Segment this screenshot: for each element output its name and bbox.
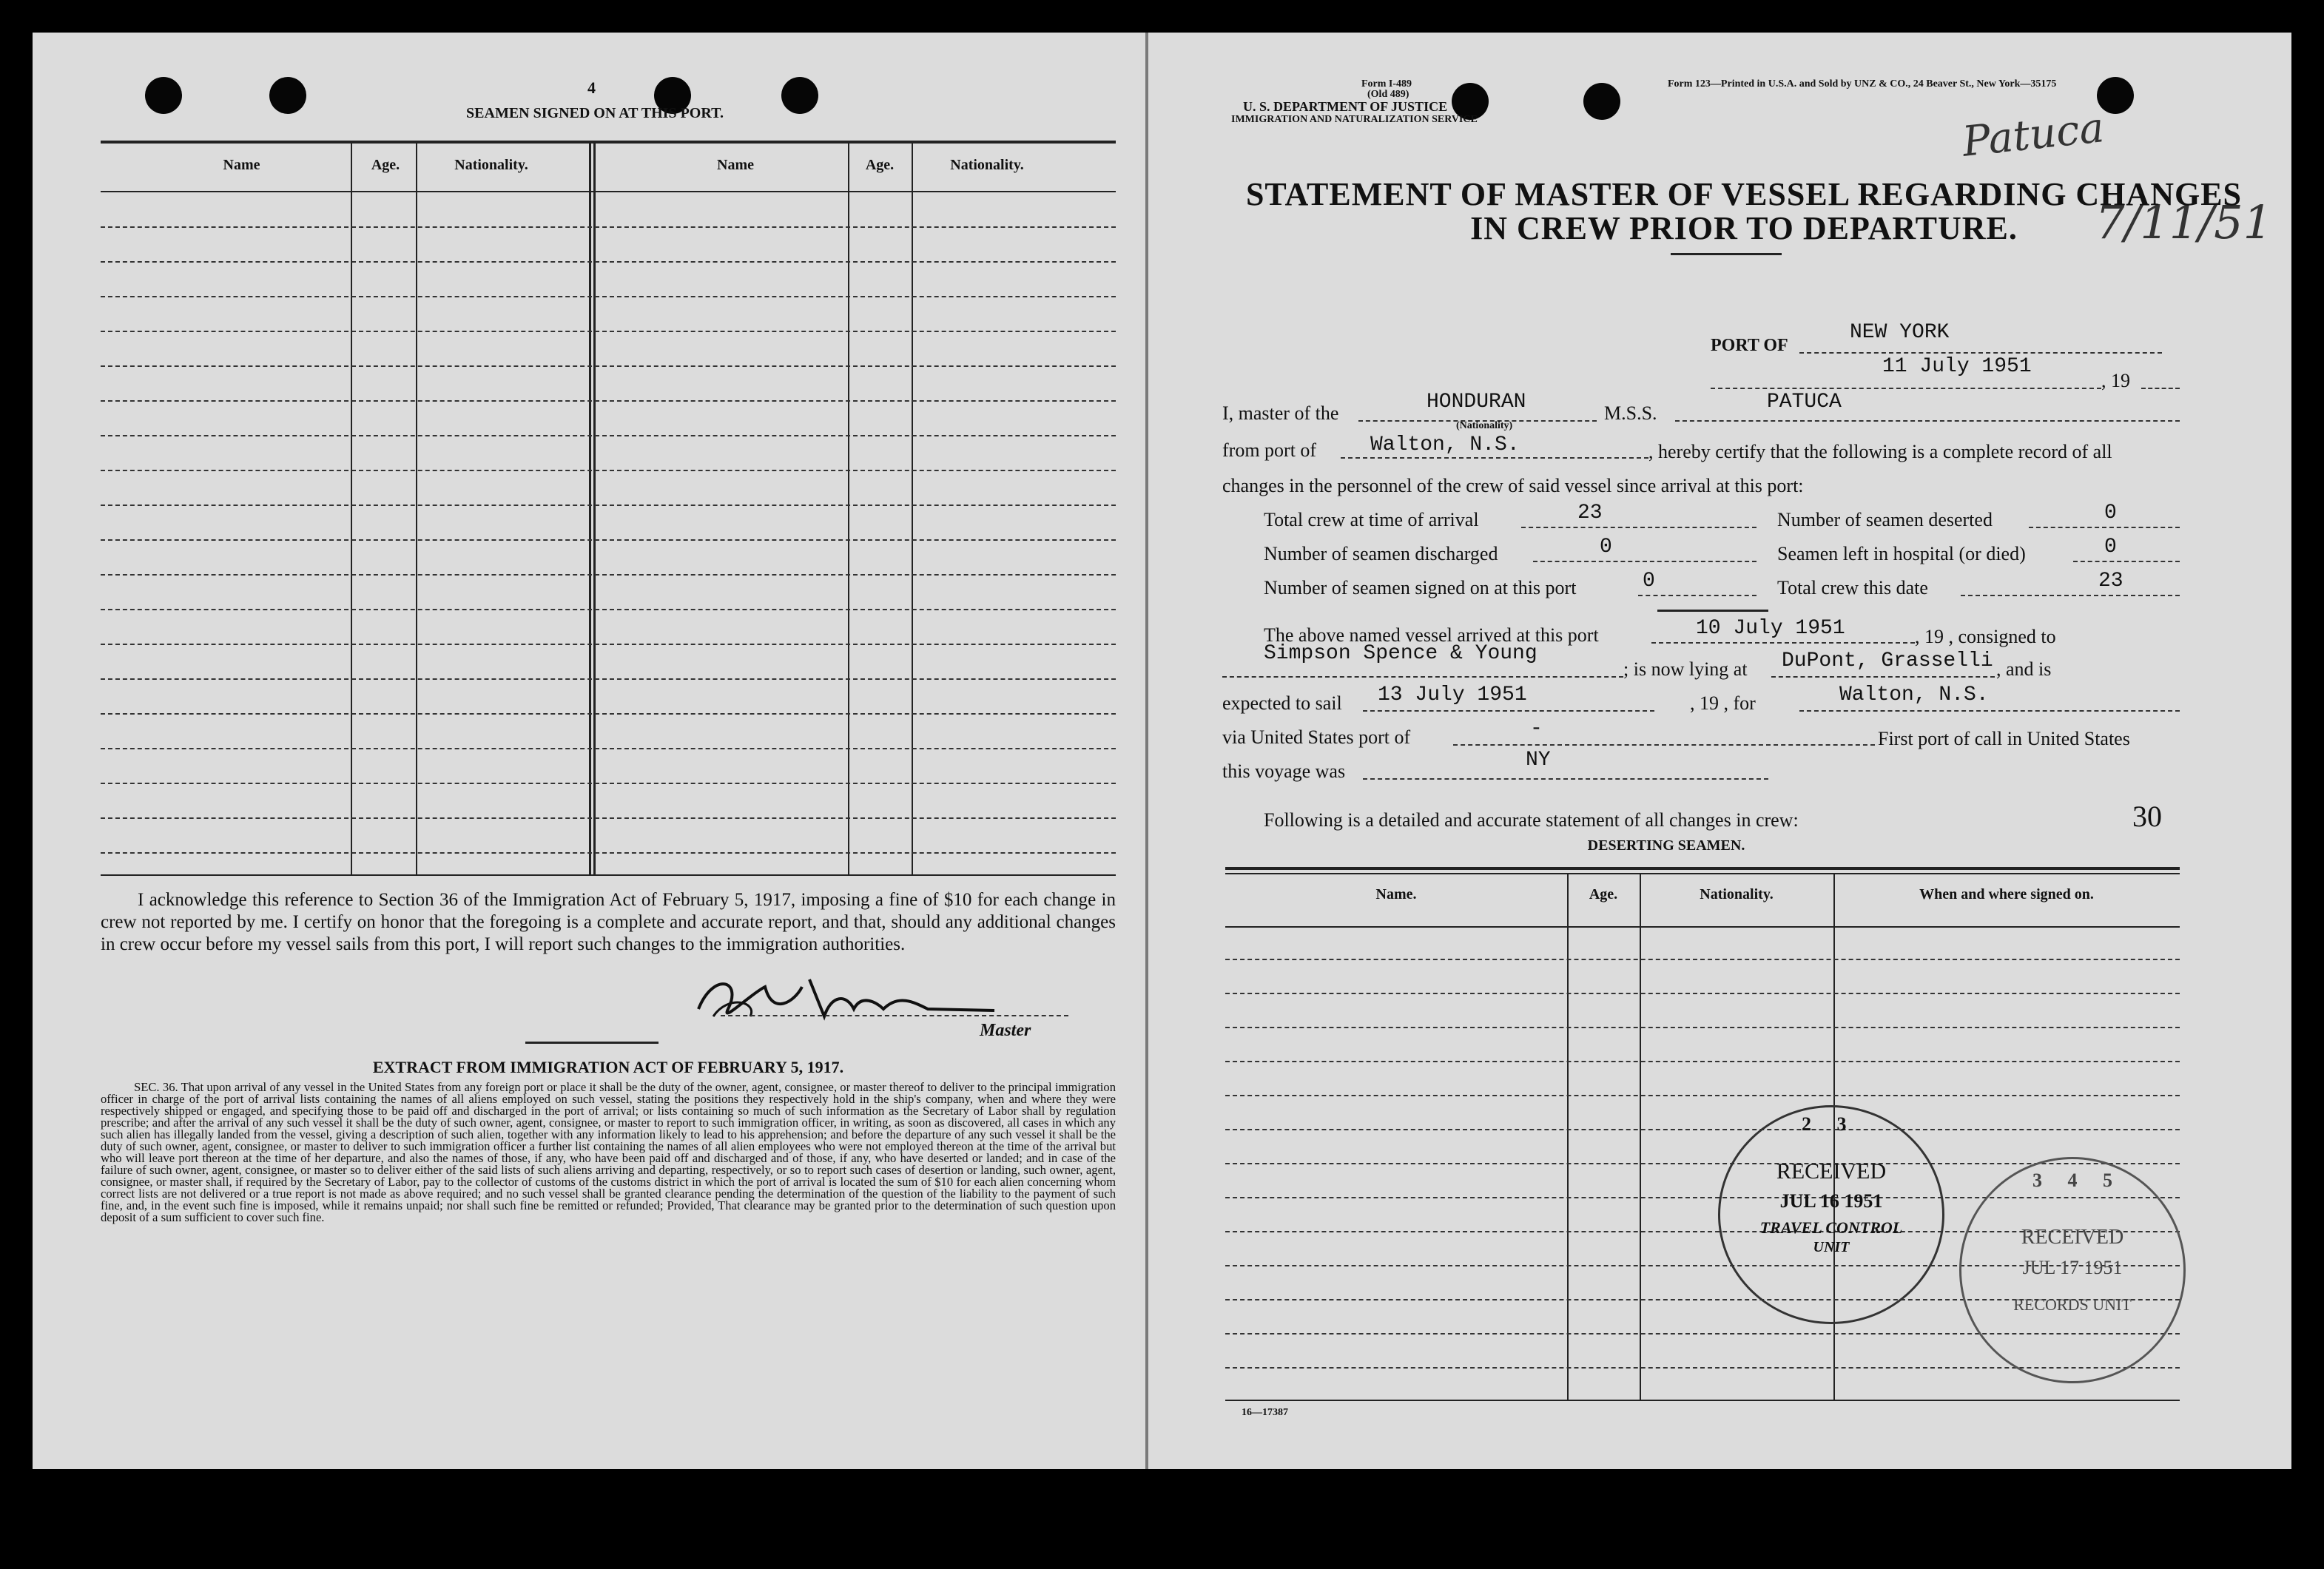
received-stamp-records <box>1959 1157 2186 1383</box>
form-old-number: (Old 489) <box>1367 89 1409 100</box>
column-divider <box>912 144 913 874</box>
port-value: NEW YORK <box>1850 321 1950 344</box>
right-page <box>1148 33 2291 1469</box>
column-divider <box>593 144 596 874</box>
port-line <box>1799 352 2162 354</box>
signed-on-value: 0 <box>1643 570 1655 593</box>
table-row <box>101 261 1116 263</box>
column-divider <box>848 144 849 874</box>
for-value: Walton, N.S. <box>1839 684 1989 706</box>
arrived-line <box>1651 642 1915 644</box>
and-is-text: , and is <box>1996 658 2052 680</box>
nationality-caption: (Nationality) <box>1456 420 1513 431</box>
deserted-value: 0 <box>2104 502 2117 524</box>
table-row <box>101 435 1116 436</box>
table-row <box>101 296 1116 297</box>
extract-title: EXTRACT FROM IMMIGRATION ACT OF FEBRUARY 5, 1917. <box>372 1058 844 1076</box>
voyage-label: this voyage was <box>1222 760 1346 782</box>
lying-line <box>1771 676 1995 678</box>
signature-line <box>721 1015 1068 1016</box>
consignee-value: Simpson Spence & Young <box>1264 642 1537 665</box>
acknowledgement-text: I acknowledge this reference to Section 36 of the Immigration Act of February 5, 1917, imposing a fine of $10 for each change in crew not reported by me. I certify on honor that the foregoing is a complete and accurate report, and that, should any additional changes in crew occur before my vessel sails from this port, I will report such changes to the immigration authorities. <box>101 890 1116 954</box>
date-value: 11 July 1951 <box>1882 355 2032 378</box>
deserting-top-rule <box>1225 867 2180 870</box>
deserting-header-rule <box>1225 926 2180 928</box>
table-row <box>101 713 1116 715</box>
table-header-rule <box>101 191 1116 192</box>
table-row <box>1225 1129 2180 1130</box>
page-handwritten-number: 30 <box>2132 800 2162 833</box>
expected-line <box>1363 710 1654 712</box>
punch-hole <box>145 77 182 114</box>
page-number: 4 <box>587 78 596 97</box>
handwritten-vessel: Patuca <box>1960 104 2106 166</box>
stamp-records-unit: RECORDS UNIT <box>2013 1295 2132 1314</box>
lying-label: ; is now lying at <box>1623 658 1748 680</box>
lying-value: DuPont, Grasselli <box>1782 649 1993 672</box>
table-row <box>101 678 1116 680</box>
table-row <box>101 365 1116 367</box>
table-row <box>101 817 1116 819</box>
section-title: SEAMEN SIGNED ON AT THIS PORT. <box>466 105 724 121</box>
form-number: Form I-489 <box>1361 78 1412 90</box>
header-age-2: Age. <box>865 157 895 173</box>
received-stamp-travel-control <box>1718 1105 1944 1324</box>
table-row <box>1225 959 2180 960</box>
table-row <box>1225 993 2180 994</box>
extract-text: SEC. 36. That upon arrival of any vessel in the United States from any foreign port or place it shall be the duty of the owner, agent, consignee, or master thereof to deliver to the principal immigration officer in charge of the port of arrival lists containing the names of all aliens employed on such vessel, stating the positions they respectively hold in the ship's company, when and where they were respectively shipped or engaged, and specifying those to be paid off and discharged in the port of arrival; or lists containing so much of such information as the Secretary of Labor shall by regulation prescribe; and after the arrival of any such vessel it shall be the duty of such owner, agent, consignee, or master to report to such immigration officer, in writing, as soon as discovered, all cases in which any such alien has illegally landed from the vessel, giving a description of such alien, together with any information likely to lead to his apprehension; and before the departure of any such vessel it shall be the duty of such owner, agent, consignee, or master to deliver to such immigration officer a further list containing the names of all alien employees who were not employed thereon at the time of the arrival but who will leave port thereon at the time of her departure, and also the names of those, if any, who have been paid off and discharged and of those, if any, who have deserted or landed; and in case of the failure of such owner, agent, consignee, or master so to deliver either of the said lists of such aliens arriving and departing, respectively, or so to report such cases of desertion or landing, such owner, agent, consignee, or master shall, if required by the Secretary of Labor, pay to the collector of customs of the customs district in which the port of arrival is located the sum of $10 for each alien concerning whom correct lists are not delivered or a true report is not made as above required; and no such vessel shall be granted clearance pending the determination of the question of the liability to the payment of such fine, and, in the event such fine is imposed, while it remains unpaid; nor shall such fine be remitted or refunded; Provided, That clearance may be granted prior to the determination of such question upon deposit of a sum sufficient to cover such fine. <box>101 1080 1116 1224</box>
master-label: Master <box>980 1021 1031 1040</box>
arrived-label: The above named vessel arrived at this port <box>1264 624 1599 646</box>
table-row <box>1225 1061 2180 1062</box>
total-crew-date-line <box>1961 595 2180 596</box>
table-row <box>101 748 1116 749</box>
year-line <box>2141 388 2180 389</box>
table-row <box>101 644 1116 645</box>
table-row <box>1225 1095 2180 1096</box>
consigned-label: , 19 , consigned to <box>1915 626 2056 647</box>
column-divider <box>1640 874 1641 1400</box>
stamp-date: JUL 16 1951 <box>1779 1190 1883 1212</box>
date-line <box>1711 388 2101 389</box>
via-label: via United States port of <box>1222 726 1411 748</box>
header-name-2: Name <box>717 157 754 173</box>
form-title-line1: STATEMENT OF MASTER OF VESSEL REGARDING CHANGES <box>1245 176 2243 212</box>
punch-hole <box>269 77 306 114</box>
stamp-top-numbers: 2 3 <box>1802 1113 1857 1135</box>
certify-text: , hereby certify that the following is a complete record of all <box>1648 441 2112 462</box>
vessel-name: PATUCA <box>1767 391 1842 414</box>
for-label: , 19 , for <box>1690 692 1756 714</box>
deserted-line <box>2029 527 2180 528</box>
total-crew-arrival-line <box>1521 527 1757 528</box>
column-divider <box>351 144 352 874</box>
from-port-value: Walton, N.S. <box>1370 433 1520 456</box>
left-page <box>33 33 1147 1469</box>
table-row <box>101 539 1116 541</box>
expected-value: 13 July 1951 <box>1378 684 1527 706</box>
stamp-received: RECEIVED <box>2021 1226 2124 1249</box>
table-row <box>101 470 1116 471</box>
hospital-value: 0 <box>2104 536 2117 559</box>
deserting-top-rule-2 <box>1225 873 2180 874</box>
via-line <box>1453 744 1875 746</box>
table-row <box>1225 1027 2180 1028</box>
table-row <box>101 331 1116 332</box>
nationality-value: HONDURAN <box>1427 391 1526 414</box>
table-row <box>101 226 1116 228</box>
punch-hole <box>1583 83 1620 120</box>
stamp-unit: UNIT <box>1813 1239 1850 1255</box>
table-row <box>101 852 1116 854</box>
header-nationality: Nationality. <box>454 157 528 173</box>
deserting-header-signed-on: When and where signed on. <box>1919 886 2094 902</box>
discharged-value: 0 <box>1600 536 1612 559</box>
port-label: PORT OF <box>1711 336 1788 355</box>
total-crew-date-label: Total crew this date <box>1777 577 1928 598</box>
changes-text: changes in the personnel of the crew of said vessel since arrival at this port: <box>1222 475 1804 496</box>
discharged-label: Number of seamen discharged <box>1264 543 1498 564</box>
hospital-label: Seamen left in hospital (or died) <box>1777 543 2026 564</box>
master-of-label: I, master of the <box>1222 402 1339 424</box>
stamp-received: RECEIVED <box>1776 1159 1887 1184</box>
stamp-date: JUL 17 1951 <box>2022 1257 2123 1278</box>
deserting-header-age: Age. <box>1589 886 1618 902</box>
table-row <box>101 505 1116 506</box>
arrived-value: 10 July 1951 <box>1696 617 1845 640</box>
stats-rule <box>1657 610 1768 612</box>
hospital-line <box>2073 561 2180 562</box>
department: U. S. DEPARTMENT OF JUSTICE <box>1243 99 1448 114</box>
year-suffix: , 19 <box>2101 370 2130 391</box>
consignee-line <box>1222 676 1623 678</box>
vessel-type: M.S.S. <box>1604 402 1657 424</box>
total-crew-date-value: 23 <box>2098 570 2123 593</box>
column-divider <box>589 144 591 874</box>
voyage-line <box>1363 778 1768 780</box>
header-nationality-2: Nationality. <box>950 157 1024 173</box>
table-top-rule <box>101 141 1116 144</box>
header-age: Age. <box>371 157 400 173</box>
deserting-header-nationality: Nationality. <box>1700 886 1774 902</box>
table-bottom-rule <box>101 874 1116 876</box>
deserting-title: DESERTING SEAMEN. <box>1587 837 1745 854</box>
separator-rule <box>525 1042 659 1044</box>
column-divider <box>1567 874 1569 1400</box>
column-divider <box>416 144 417 874</box>
table-row <box>101 400 1116 402</box>
for-line <box>1799 710 2180 712</box>
table-row <box>101 609 1116 610</box>
first-port-label: First port of call in United States <box>1878 728 2130 749</box>
voyage-value: NY <box>1526 749 1551 772</box>
from-port-label: from port of <box>1222 439 1317 461</box>
stamp-top-numbers: 3 4 5 <box>2032 1170 2123 1191</box>
discharged-line <box>1533 561 1757 562</box>
stamp-travel-control: TRAVEL CONTROL <box>1759 1218 1903 1237</box>
table-row <box>101 574 1116 576</box>
signed-on-line <box>1638 595 1757 596</box>
from-port-line <box>1341 457 1648 459</box>
via-value: - <box>1530 718 1543 740</box>
footer-code: 16—17387 <box>1242 1407 1288 1418</box>
expected-label: expected to sail <box>1222 692 1342 714</box>
printer-note: Form 123—Printed in U.S.A. and Sold by UNZ & CO., 24 Beaver St., New York—35175 <box>1668 78 2057 90</box>
service: IMMIGRATION AND NATURALIZATION SERVICE <box>1231 114 1478 125</box>
table-row <box>101 783 1116 784</box>
deserting-header-name: Name. <box>1375 886 1417 902</box>
title-rule <box>1671 253 1782 255</box>
header-name: Name <box>223 157 260 173</box>
vessel-line <box>1675 420 2180 422</box>
deserted-label: Number of seamen deserted <box>1777 509 1993 530</box>
handwritten-date: 7/11/51 <box>2095 195 2273 249</box>
deserting-bottom-rule <box>1225 1400 2180 1401</box>
total-crew-arrival-label: Total crew at time of arrival <box>1264 509 1479 530</box>
signed-on-label: Number of seamen signed on at this port <box>1264 577 1577 598</box>
total-crew-arrival-value: 23 <box>1577 502 1603 524</box>
following-text: Following is a detailed and accurate statement of all changes in crew: <box>1264 809 1799 831</box>
form-title-line2: IN CREW PRIOR TO DEPARTURE. <box>1470 210 2018 246</box>
